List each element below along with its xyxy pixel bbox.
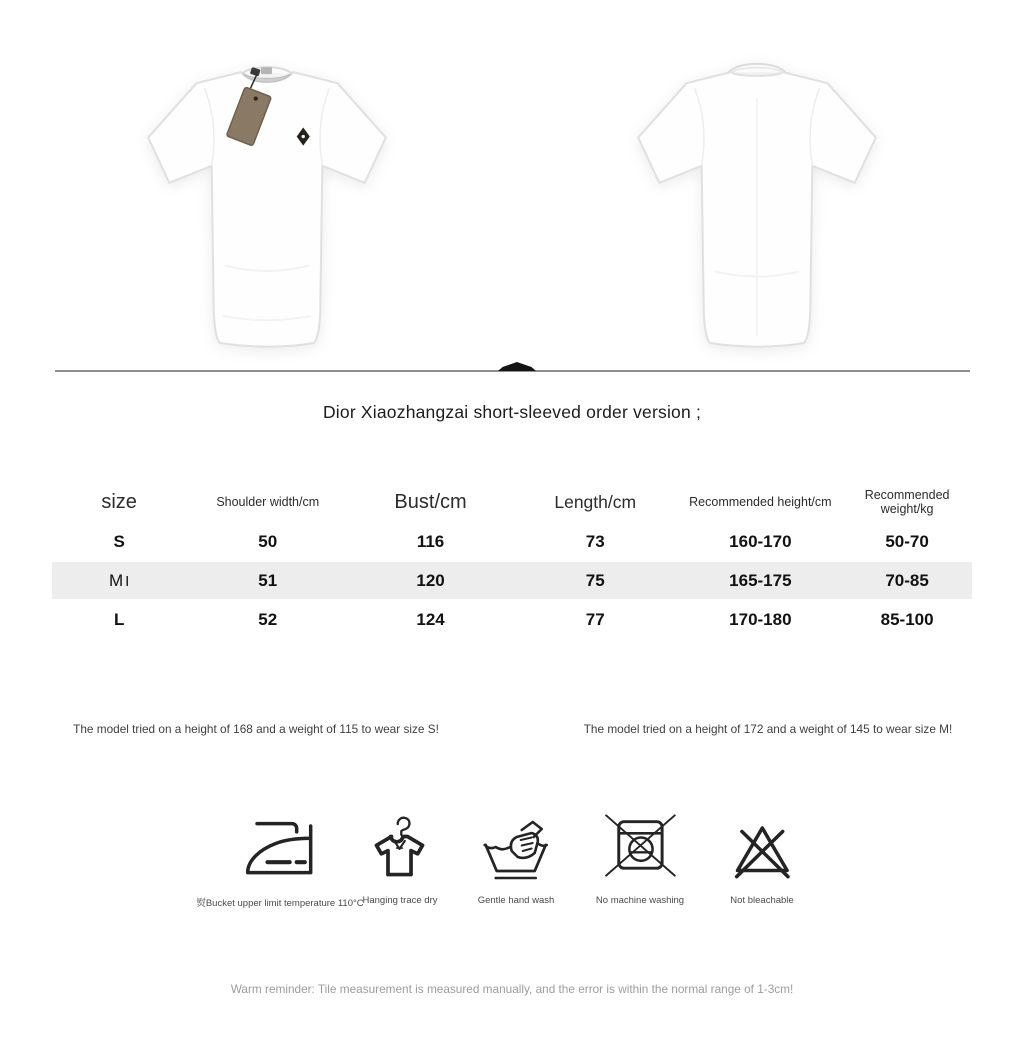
table-row-l [52, 601, 972, 638]
cell-rec-height: 165-175 [729, 570, 792, 590]
model-notes [0, 722, 1024, 736]
cell-bust: 116 [416, 531, 445, 551]
care-label: 熨Bucket upper limit temperature 110°C [196, 898, 364, 909]
warm-reminder: Warm reminder: Tile measurement is measured manually, and the error is within the normal range of 1-3cm! [230, 982, 794, 996]
cell-length: 77 [585, 609, 605, 629]
cell-bust: 124 [416, 609, 445, 629]
tshirt-back-image [628, 52, 886, 354]
model-note-size-s: The model tried on a height of 168 and a weight of 115 to wear size S! [73, 722, 439, 736]
cell-bust: 120 [416, 570, 445, 590]
divider-arrow-marker [498, 362, 536, 371]
hand-wash-icon [478, 818, 554, 882]
size-table [52, 483, 972, 638]
cell-length: 73 [585, 531, 605, 551]
hang-dry-icon [369, 814, 431, 882]
cell-size: L [113, 609, 125, 629]
header-length: Length/cm [554, 491, 637, 512]
iron-icon [239, 812, 321, 882]
cell-rec-weight: 85-100 [880, 609, 934, 629]
care-instructions [0, 800, 1024, 920]
header-rec-height: Recommended height/cm [689, 495, 832, 509]
header-rec-weight: Recommended weight/kg [864, 488, 950, 516]
cell-size: S [113, 531, 125, 551]
care-item-hang-dry [363, 800, 438, 906]
product-photos [0, 52, 1024, 357]
cell-shoulder: 50 [258, 531, 278, 551]
cell-rec-height: 160-170 [729, 531, 792, 551]
care-item-ironing [196, 800, 363, 909]
cell-rec-height: 170-180 [729, 609, 792, 629]
size-table-header [52, 483, 972, 521]
care-item-hand-wash [478, 800, 555, 906]
header-shoulder: Shoulder width/cm [216, 495, 320, 509]
cell-rec-weight: 50-70 [885, 531, 929, 551]
tshirt-back-photo[interactable] [628, 52, 886, 354]
care-label: Gentle hand wash [477, 895, 555, 906]
care-label: Not bleachable [730, 895, 794, 906]
cell-length: 75 [585, 570, 605, 590]
cell-rec-weight: 70-85 [885, 570, 929, 590]
care-label: Hanging trace dry [362, 895, 438, 906]
care-item-no-bleach [730, 800, 793, 906]
collar-label [261, 67, 272, 74]
care-item-no-machine-wash [596, 800, 684, 906]
tshirt-front-photo[interactable] [138, 52, 396, 354]
cell-shoulder: 51 [258, 570, 278, 590]
text-cursor: I [125, 572, 130, 590]
model-note-size-m: The model tried on a height of 172 and a weight of 145 to wear size M! [583, 722, 953, 736]
no-machine-wash-icon [603, 810, 677, 882]
cell-shoulder: 52 [258, 609, 278, 629]
tshirt-front-image [138, 52, 396, 354]
cell-size: M I [108, 570, 130, 590]
no-bleach-icon [731, 820, 793, 882]
section-divider [55, 370, 970, 372]
header-bust: Bust/cm [394, 490, 467, 513]
care-label: No machine washing [595, 895, 685, 906]
header-size: size [101, 490, 137, 513]
page-title: Dior Xiaozhangzai short-sleeved order version ; [322, 402, 702, 422]
table-row-s [52, 523, 972, 560]
table-row-m [52, 562, 972, 599]
